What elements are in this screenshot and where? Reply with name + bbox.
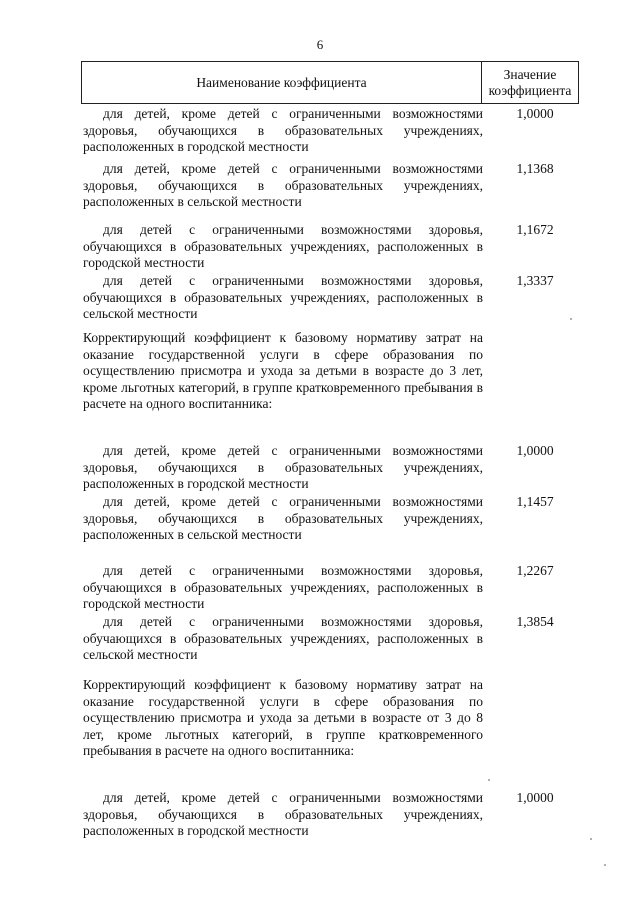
- row-coefficient-value: 1,3337: [516, 273, 554, 288]
- header-value-line2: коэффициента: [488, 82, 572, 98]
- row-coefficient-value: 1,0000: [516, 106, 554, 121]
- header-coefficient-name: Наименование коэффициента: [82, 62, 482, 103]
- header-value-line1: Значение: [503, 66, 557, 82]
- section-heading-text: Корректирующий коэффициент к базовому нормативу затрат на оказание государственной услуги в сфере образования по осуществлению присмотра и ухода за детьми в возрасте до 3 лет, кроме льготных категорий, в группе кратковременного пребывания в расчете на одного воспитанника:: [83, 330, 483, 411]
- table-row: [83, 563, 483, 613]
- row-description: для детей, кроме детей с ограниченными возможностями здоровья, обучающихся в образовательных учреждениях, расположенных в сельской местности: [83, 161, 483, 209]
- row-description: для детей с ограниченными возможностями здоровья, обучающихся в образовательных учреждениях, расположенных в городской местности: [83, 222, 483, 270]
- row-description: для детей с ограниченными возможностями здоровья, обучающихся в образовательных учреждениях, расположенных в сельской местности: [83, 614, 483, 662]
- row-coefficient-value: 1,1457: [516, 494, 554, 509]
- row-coefficient-value: 1,1368: [516, 161, 554, 176]
- row-description: для детей, кроме детей с ограниченными возможностями здоровья, обучающихся в образовательных учреждениях, расположенных в городской местности: [83, 790, 483, 838]
- table-header: [81, 61, 579, 104]
- row-coefficient-value: 1,1672: [516, 222, 554, 237]
- header-coefficient-value: [482, 62, 578, 103]
- table-row: [83, 222, 483, 272]
- table-row: [83, 790, 483, 840]
- row-coefficient-value: 1,0000: [516, 443, 554, 458]
- row-coefficient-value: 1,0000: [516, 790, 554, 805]
- table-row: [83, 161, 483, 211]
- section-heading: [83, 677, 483, 760]
- row-description: для детей, кроме детей с ограниченными возможностями здоровья, обучающихся в образовательных учреждениях, расположенных в городской местности: [83, 443, 483, 491]
- table-row: [83, 443, 483, 493]
- row-description: для детей с ограниченными возможностями здоровья, обучающихся в образовательных учреждениях, расположенных в сельской местности: [83, 273, 483, 321]
- scan-speck: [488, 779, 490, 781]
- row-description: для детей, кроме детей с ограниченными возможностями здоровья, обучающихся в образовательных учреждениях, расположенных в городской местности: [83, 106, 483, 154]
- section-heading: [83, 330, 483, 413]
- scan-speck: [590, 838, 592, 840]
- page-number: 6: [316, 37, 324, 52]
- section-heading-text: Корректирующий коэффициент к базовому нормативу затрат на оказание государственной услуги в сфере образования по осуществлению присмотра и ухода за детьми в возрасте от 3 до 8 лет, кроме льготных категорий, в группе кратковременного пребывания в расчете на одного воспитанника:: [83, 677, 483, 758]
- table-row: [83, 273, 483, 323]
- scan-speck: [570, 318, 572, 320]
- scan-speck: [604, 864, 606, 866]
- table-row: [83, 614, 483, 664]
- table-row: [83, 106, 483, 156]
- table-row: [83, 494, 483, 544]
- row-description: для детей, кроме детей с ограниченными возможностями здоровья, обучающихся в образовательных учреждениях, расположенных в сельской местности: [83, 494, 483, 542]
- row-coefficient-value: 1,3854: [516, 614, 554, 629]
- row-description: для детей с ограниченными возможностями здоровья, обучающихся в образовательных учреждениях, расположенных в городской местности: [83, 563, 483, 611]
- row-coefficient-value: 1,2267: [516, 563, 554, 578]
